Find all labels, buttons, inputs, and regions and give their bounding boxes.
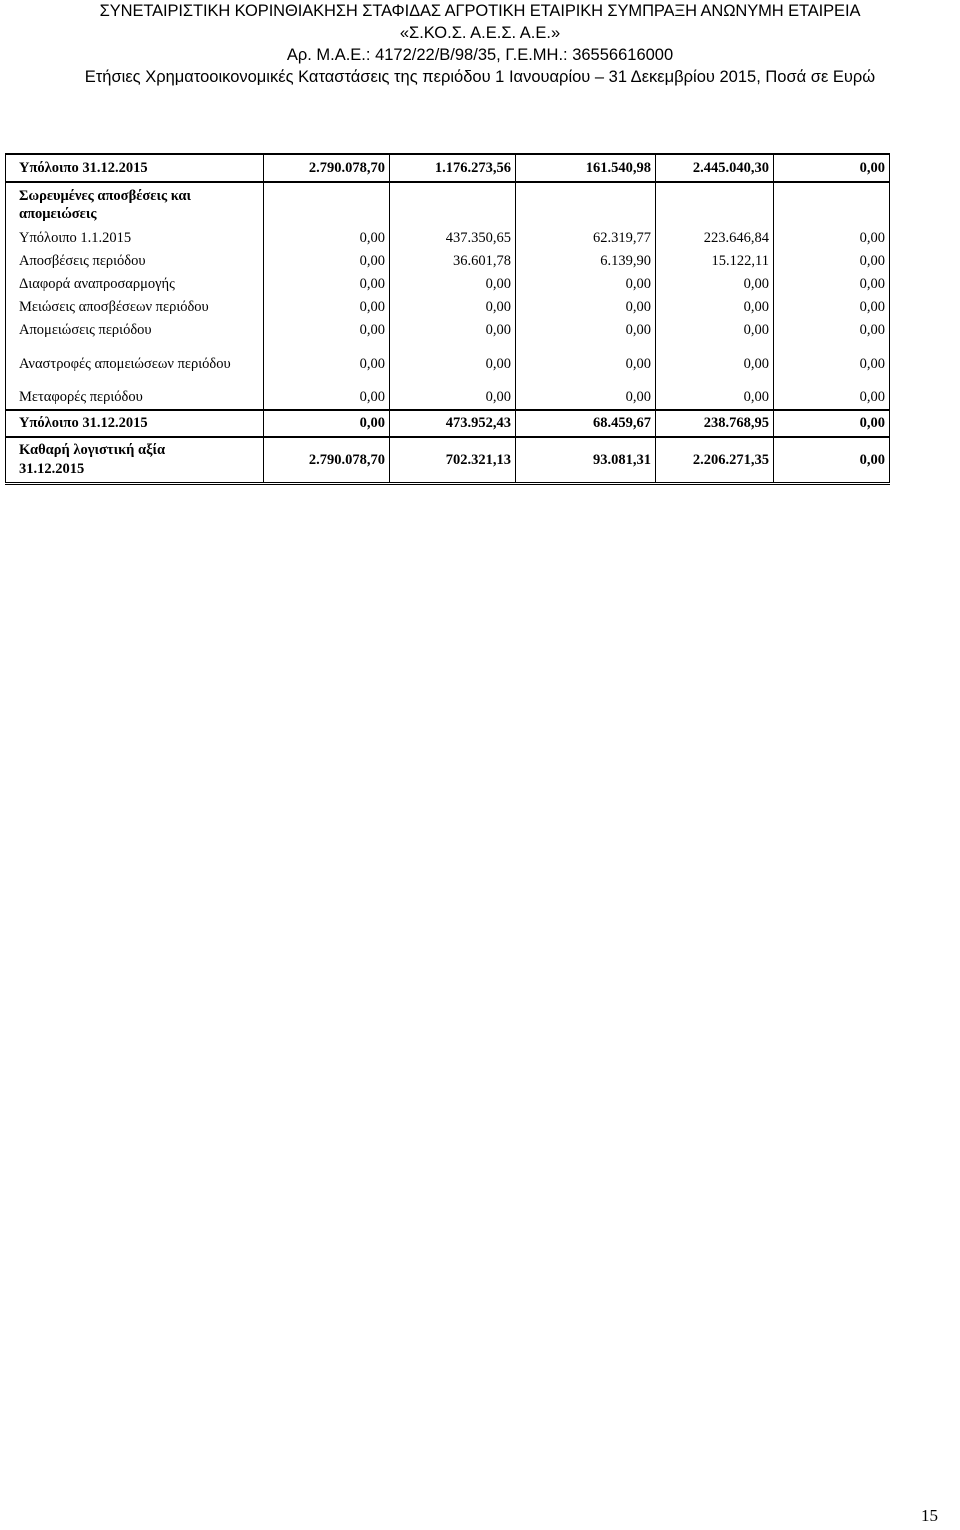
table-row: [6, 250, 890, 273]
cell-value: 0,00: [774, 410, 890, 437]
cell-value: 0,00: [774, 437, 890, 484]
row-label: Απομειώσεις περιόδου: [6, 319, 264, 342]
cell-value: 36.601,78: [390, 250, 516, 273]
cell-value: 0,00: [656, 319, 774, 342]
cell-value: 0,00: [774, 250, 890, 273]
table-row: [6, 296, 890, 319]
cell-value: 0,00: [264, 296, 390, 319]
cell-value: 0,00: [656, 296, 774, 319]
cell-value: 2.790.078,70: [264, 154, 390, 182]
cell-value: 2.445.040,30: [656, 154, 774, 182]
cell-value: 15.122,11: [656, 250, 774, 273]
company-name: ΣΥΝΕΤΑΙΡΙΣΤΙΚΗ ΚΟΡΙΝΘΙΑΚΗΣΗ ΣΤΑΦΙΔΑΣ ΑΓΡΟΤΙΚΗ ΕΤΑΙΡΙΚΗ ΣΥΜΠΡΑΞΗ ΑΝΩΝΥΜΗ ΕΤΑΙΡΕΙΑ: [99, 2, 861, 20]
table-row-net-book-value: [6, 437, 890, 484]
cell-value: 0,00: [774, 227, 890, 250]
row-label: Καθαρή λογιστική αξία 31.12.2015: [6, 437, 264, 484]
table-row-balance-start: [6, 154, 890, 182]
registration-numbers: Αρ. Μ.Α.Ε.: 4172/22/Β/98/35, Γ.Ε.ΜΗ.: 36556616000: [286, 46, 674, 64]
cell-value: 0,00: [516, 342, 656, 386]
table-row: [6, 273, 890, 296]
cell-value: 0,00: [390, 319, 516, 342]
cell-value: 0,00: [264, 386, 390, 410]
cell-value: 223.646,84: [656, 227, 774, 250]
cell-value: 0,00: [774, 319, 890, 342]
row-label: Αναστροφές απομειώσεων περιόδου: [6, 342, 264, 386]
cell-value: 0,00: [656, 273, 774, 296]
statement-period: Ετήσιες Χρηματοοικονομικές Καταστάσεις της περιόδου 1 Ιανουαρίου – 31 Δεκεμβρίου 2015, Ποσά σε Ευρώ: [84, 68, 876, 86]
row-label: Υπόλοιπο 31.12.2015: [6, 410, 264, 437]
cell-value: 437.350,65: [390, 227, 516, 250]
company-abbreviation: «Σ.ΚΟ.Σ. Α.Ε.Σ. Α.Ε.»: [399, 24, 561, 42]
cell-value: 161.540,98: [516, 154, 656, 182]
cell-value: 0,00: [264, 410, 390, 437]
cell-value: 0,00: [516, 319, 656, 342]
cell-value: 0,00: [516, 296, 656, 319]
cell-value: 238.768,95: [656, 410, 774, 437]
cell-value: 0,00: [264, 273, 390, 296]
cell-value: 0,00: [774, 386, 890, 410]
row-label: Μεταφορές περιόδου: [6, 386, 264, 410]
cell-value: 0,00: [390, 342, 516, 386]
row-label: Υπόλοιπο 1.1.2015: [6, 227, 264, 250]
cell-value: 2.790.078,70: [264, 437, 390, 484]
table-row: [6, 342, 890, 386]
cell-value: 0,00: [390, 386, 516, 410]
cell-value: 0,00: [516, 273, 656, 296]
cell-value: 0,00: [516, 386, 656, 410]
fixed-assets-table-wrapper: [5, 153, 889, 485]
table-row: [6, 319, 890, 342]
cell-value: 68.459,67: [516, 410, 656, 437]
cell-value: 702.321,13: [390, 437, 516, 484]
cell-value: 93.081,31: [516, 437, 656, 484]
table-row: [6, 386, 890, 410]
cell-value: 0,00: [390, 296, 516, 319]
table-row-balance-end: [6, 410, 890, 437]
row-label: Υπόλοιπο 31.12.2015: [6, 154, 264, 182]
cell-value: 0,00: [774, 342, 890, 386]
cell-value: 0,00: [264, 342, 390, 386]
cell-value: 1.176.273,56: [390, 154, 516, 182]
row-label: Μειώσεις αποσβέσεων περιόδου: [6, 296, 264, 319]
table-row-section-title: [6, 182, 890, 227]
cell-value: 0,00: [264, 250, 390, 273]
cell-value: 473.952,43: [390, 410, 516, 437]
document-header: [0, 0, 960, 88]
page-number: 15: [921, 1506, 938, 1525]
cell-value: 0,00: [656, 342, 774, 386]
cell-value: 0,00: [264, 227, 390, 250]
cell-value: 0,00: [390, 273, 516, 296]
table-row: [6, 227, 890, 250]
cell-value: 2.206.271,35: [656, 437, 774, 484]
section-title: Σωρευμένες αποσβέσεις και απομειώσεις: [19, 188, 191, 222]
cell-value: 0,00: [774, 154, 890, 182]
fixed-assets-table: [5, 153, 890, 485]
cell-value: 6.139,90: [516, 250, 656, 273]
cell-value: 0,00: [264, 319, 390, 342]
cell-value: 0,00: [656, 386, 774, 410]
cell-value: 0,00: [774, 273, 890, 296]
row-label: Διαφορά αναπροσαρμογής: [6, 273, 264, 296]
cell-value: 62.319,77: [516, 227, 656, 250]
cell-value: 0,00: [774, 296, 890, 319]
row-label: Αποσβέσεις περιόδου: [6, 250, 264, 273]
